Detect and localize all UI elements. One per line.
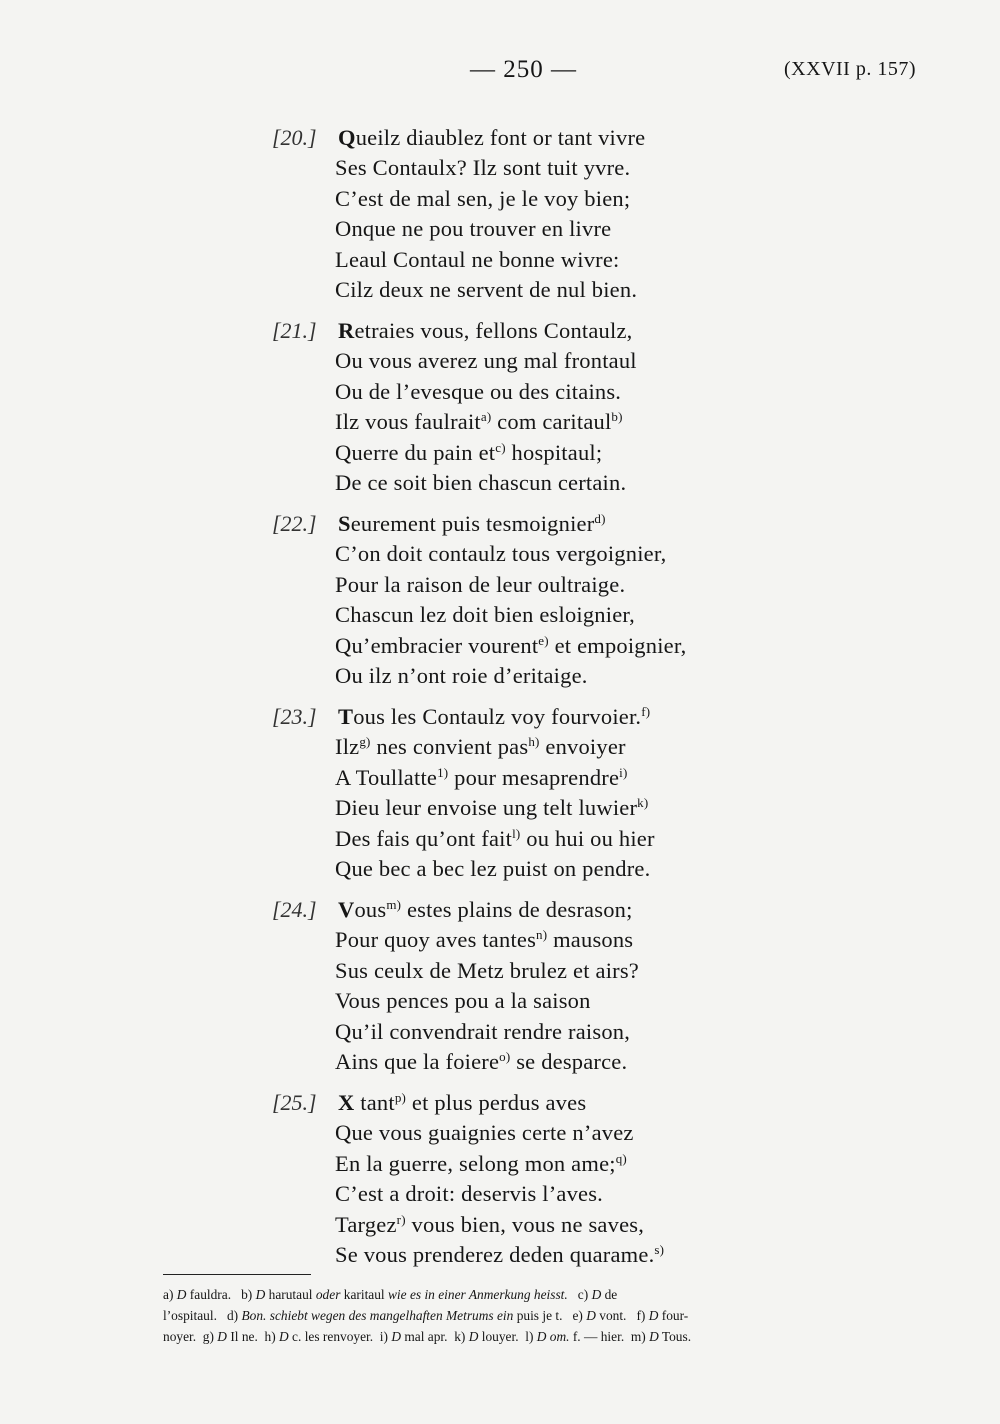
- verse-text: ueilz diaublez font or tant vivre: [355, 125, 646, 150]
- verse-text: Ses Contaulx? Ilz sont tuit yvre.: [335, 155, 631, 181]
- verse-text: ou hui ou hier: [520, 825, 655, 851]
- verse-line: [335, 1181, 603, 1207]
- verse-line: [335, 1019, 630, 1045]
- verse-text: Qu’embracier vourent: [335, 632, 539, 658]
- footnote-marker: k): [637, 795, 649, 811]
- verse-line: [335, 247, 619, 273]
- footnote-marker: o): [499, 1049, 511, 1064]
- footnotes: [163, 1284, 933, 1347]
- verse-text: se desparce.: [510, 1049, 628, 1074]
- footnote-italic: oder: [315, 1287, 341, 1302]
- verse-line: [335, 186, 630, 212]
- verse-text: Chascun lez doit bien esloignier,: [335, 602, 636, 628]
- footnote-segment: noyer. g): [163, 1329, 218, 1344]
- initial-letter: R: [338, 318, 355, 343]
- verse-line: [335, 958, 639, 984]
- verse-text: Qu’il convendrait rendre raison,: [335, 1018, 631, 1044]
- verse-line: [335, 734, 626, 760]
- verse-line: [335, 470, 626, 496]
- footnote-segment: Il ne. h): [226, 1329, 280, 1344]
- footnote-segment: c): [567, 1287, 592, 1302]
- verse-text: Ou ilz n’ont roie d’eritaige.: [335, 663, 588, 688]
- verse-line: [338, 704, 650, 730]
- verse-text: etraies vous, fellons Contaulz,: [354, 318, 633, 343]
- verse-line: [335, 572, 625, 598]
- footnote-segment: vont. f): [595, 1308, 649, 1323]
- footnote-marker: f): [641, 704, 651, 719]
- verse-line: [338, 125, 645, 151]
- verse-text: Que vous guaignies certe n’avez: [335, 1120, 634, 1146]
- verse-text: Ains que la foiere: [335, 1049, 500, 1074]
- footnote-marker: b): [611, 409, 623, 425]
- verse-text: Se vous prenderez deden quarame.: [335, 1242, 655, 1267]
- footnote-italic: D: [591, 1287, 602, 1302]
- footnote-marker: r): [396, 1211, 406, 1227]
- footnote-marker: g): [359, 734, 371, 750]
- footnote-italic: Bon. schiebt wegen des mangelhaften Metrums ein: [241, 1308, 514, 1323]
- footnote-italic: D: [468, 1329, 479, 1344]
- verse-text: ous les Contaulz voy fourvoier.: [353, 704, 642, 729]
- footnote-marker: c): [495, 439, 506, 455]
- footnote-line: [163, 1326, 933, 1347]
- verse-text: Ilz vous faulrait: [335, 409, 481, 435]
- verse-text: De ce soit bien chascun certain.: [335, 470, 627, 495]
- footnote-segment: l’ospitaul. d): [163, 1308, 242, 1323]
- footnote-marker: i): [619, 764, 628, 780]
- verse-line: [335, 633, 686, 659]
- verse-text: Ou vous averez ung mal frontaul: [335, 348, 637, 374]
- footnote-marker: q): [615, 1150, 627, 1166]
- verse-text: C’est a droit: deservis l’aves.: [335, 1181, 604, 1207]
- footnote-text: [163, 1326, 691, 1347]
- footnote-italic: D: [217, 1329, 227, 1344]
- verse-line: [335, 216, 611, 242]
- verse-line: [335, 856, 650, 882]
- verse-text: mausons: [547, 927, 634, 953]
- footnote-segment: fauldra. b): [186, 1287, 256, 1302]
- verse-line: [335, 1151, 627, 1177]
- verse-line: [335, 826, 655, 852]
- verse-line: [338, 1090, 586, 1116]
- footnote-segment: c. les renvoyer. i): [288, 1329, 392, 1344]
- verse-line: [335, 541, 666, 567]
- verse-text: Cilz deux ne servent de nul bien.: [335, 277, 638, 302]
- verse-text: Des fais qu’ont fait: [335, 825, 513, 851]
- verse-text: C’on doit contaulz tous vergoignier,: [335, 541, 667, 567]
- verse-line: [335, 795, 648, 821]
- initial-letter: T: [338, 704, 354, 729]
- footnote-line: [163, 1284, 933, 1305]
- verse-text: Dieu leur envoise ung telt luwier: [335, 795, 638, 821]
- verse-line: [335, 1049, 627, 1075]
- verse-text: Onque ne pou trouver en livre: [335, 216, 612, 242]
- verse-line: [335, 927, 633, 953]
- initial-letter: V: [338, 897, 355, 922]
- verse-text: Pour la raison de leur oultraige.: [335, 571, 626, 597]
- verse-line: [335, 765, 628, 791]
- verse-line: [335, 663, 588, 689]
- footnote-segment: louyer. l): [478, 1329, 537, 1344]
- footnote-segment: mal apr. k): [401, 1329, 469, 1344]
- footnote-italic: D: [586, 1308, 596, 1323]
- stanza-number: [23.]: [272, 704, 317, 729]
- verse-line: [335, 1120, 634, 1146]
- verse-line: [338, 318, 632, 344]
- verse-line: [335, 348, 637, 374]
- verse-text: nes convient pas: [370, 734, 529, 760]
- verse-text: estes plains de desrason;: [401, 897, 633, 922]
- verse-text: com caritaul: [491, 409, 612, 435]
- verse-text: hospitaul;: [505, 439, 603, 465]
- verse-line: [335, 988, 591, 1014]
- verse-line: [335, 1212, 644, 1238]
- footnote-italic: D: [255, 1287, 266, 1302]
- verse-text: ous: [354, 897, 387, 922]
- page-number: — 250 —: [470, 56, 577, 83]
- footnote-marker: d): [594, 511, 606, 526]
- verse-text: Targez: [335, 1211, 397, 1237]
- verse-line: [335, 1242, 664, 1268]
- footnote-marker: s): [654, 1242, 665, 1257]
- footnote-marker: m): [386, 897, 402, 912]
- verse-line: [335, 409, 623, 435]
- footnote-text: [163, 1305, 688, 1326]
- footnote-segment: harutaul: [265, 1287, 316, 1302]
- verse-text: Pour quoy aves tantes: [335, 927, 537, 953]
- verse-text: C’est de mal sen, je le voy bien;: [335, 185, 631, 211]
- footnote-italic: D: [649, 1329, 659, 1344]
- stanza-number: [24.]: [272, 897, 317, 922]
- stanza-number: [21.]: [272, 318, 317, 343]
- footnote-marker: h): [528, 734, 540, 750]
- verse-text: et empoignier,: [548, 632, 687, 658]
- footnote-divider: [163, 1274, 311, 1275]
- footnote-text: [163, 1284, 617, 1305]
- footnote-marker: e): [538, 632, 549, 648]
- footnote-segment: Tous.: [658, 1329, 692, 1344]
- footnote-italic: D: [176, 1287, 187, 1302]
- stanza-number: [20.]: [272, 125, 317, 150]
- verse-text: Sus ceulx de Metz brulez et airs?: [335, 957, 639, 983]
- footnote-italic: D: [279, 1329, 289, 1344]
- verse-text: et plus perdus aves: [406, 1090, 587, 1115]
- verse-text: Vous pences pou a la saison: [335, 988, 591, 1014]
- verse-line: [335, 277, 637, 303]
- verse-line: [335, 155, 630, 181]
- page-header: [0, 56, 1000, 86]
- verse-text: Que bec a bec lez puist on pendre.: [335, 856, 651, 881]
- verse-text: Leaul Contaul ne bonne wivre:: [335, 246, 620, 272]
- footnote-italic: wie es in einer Anmerkung heisst.: [388, 1287, 568, 1302]
- footnote-segment: karitaul: [340, 1287, 388, 1302]
- page-reference: (XXVII p. 157): [784, 58, 916, 80]
- footnote-segment: a): [163, 1287, 177, 1302]
- stanza-number: [22.]: [272, 511, 317, 536]
- initial-letter: S: [338, 511, 351, 536]
- verse-text: eurement puis tesmoignier: [350, 511, 595, 536]
- footnote-marker: 1): [437, 764, 449, 780]
- verse-text: A Toullatte: [335, 764, 438, 790]
- verse-text: envoiyer: [539, 734, 626, 760]
- footnote-italic: D om.: [536, 1329, 570, 1344]
- initial-letter: X: [338, 1090, 355, 1115]
- footnote-segment: f. — hier. m): [569, 1329, 650, 1344]
- verse-text: vous bien, vous ne saves,: [405, 1211, 645, 1237]
- footnote-segment: puis je t. e): [513, 1308, 587, 1323]
- footnote-marker: p): [394, 1090, 407, 1105]
- verse-text: Querre du pain et: [335, 439, 496, 465]
- verse-text: tant: [354, 1090, 395, 1115]
- footnote-marker: n): [536, 927, 548, 943]
- verse-line: [335, 602, 635, 628]
- verse-line: [335, 379, 621, 405]
- initial-letter: Q: [338, 125, 356, 150]
- verse-line: [338, 511, 606, 537]
- footnote-segment: four-: [658, 1308, 689, 1323]
- verse-text: Ilz: [335, 734, 360, 760]
- footnote-marker: a): [480, 409, 492, 425]
- verse-text: Ou de l’evesque ou des citains.: [335, 378, 622, 404]
- footnote-line: [163, 1305, 933, 1326]
- verse-text: En la guerre, selong mon ame;: [335, 1150, 616, 1176]
- stanza-number: [25.]: [272, 1090, 317, 1115]
- footnote-italic: D: [391, 1329, 402, 1344]
- verse-line: [338, 897, 633, 923]
- footnote-segment: de: [601, 1287, 618, 1302]
- verse-line: [335, 440, 602, 466]
- footnote-italic: D: [648, 1308, 659, 1323]
- footnote-marker: l): [512, 825, 521, 841]
- verse-text: pour mesaprendre: [448, 764, 620, 790]
